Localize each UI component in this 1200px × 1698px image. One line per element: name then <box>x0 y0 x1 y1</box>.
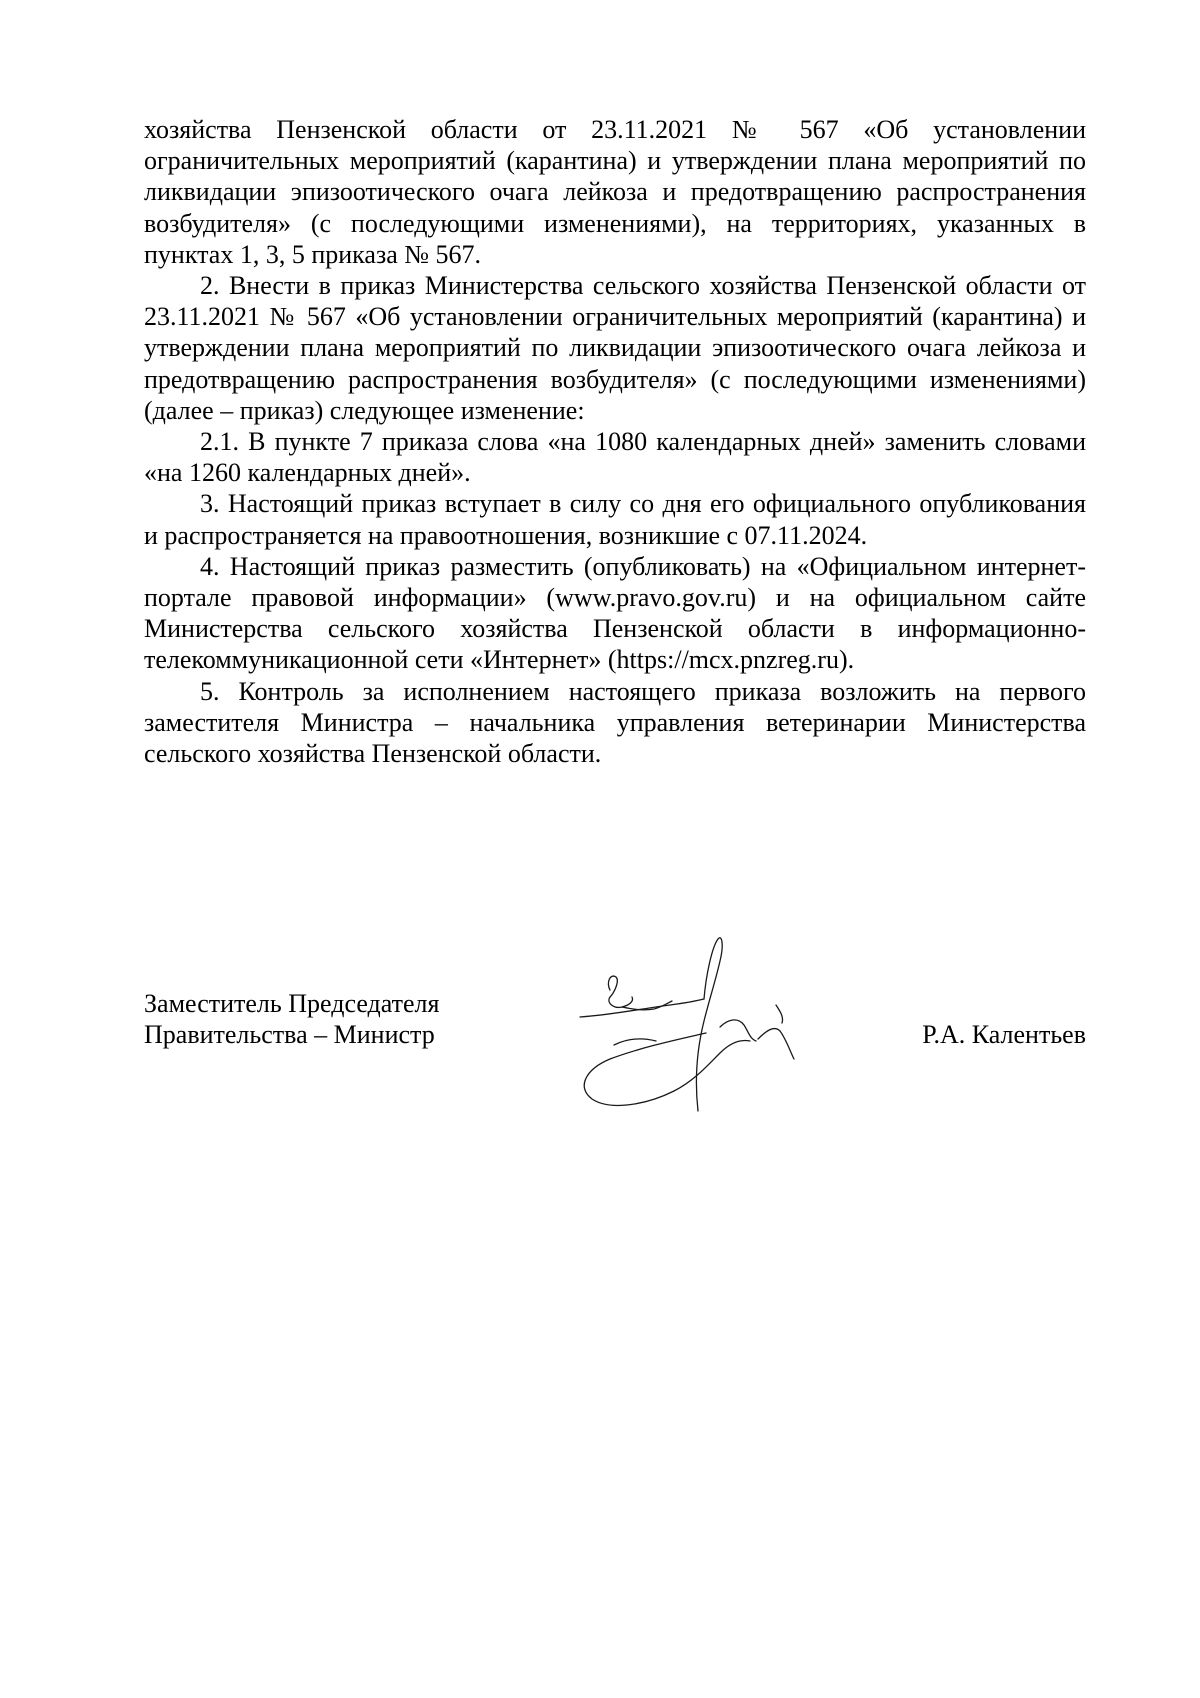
paragraph-item-2-1: 2.1. В пункте 7 приказа слова «на 1080 календарных дней» заменить словами «на 1260 календарных дней». <box>144 427 1086 488</box>
paragraph-item-3: 3. Настоящий приказ вступает в силу со дня его официального опубликования и распространяется на правоотношения, возникшие с 07.11.2024. <box>144 489 1086 550</box>
signatory-position-line-1: Заместитель Председателя <box>144 989 440 1018</box>
paragraph-continuation: хозяйства Пензенской области от 23.11.2021 № 567 «Об установлении ограничительных мероприятий (карантина) и утверждении плана мероприятий по ликвидации эпизоотического очага лейкоза и предотвращению распространения возбудителя» (с последующими изменениями), на территориях, указанных в пунктах 1, 3, 5 приказа № 567. <box>144 115 1086 269</box>
signatory-name: Р.А. Калентьев <box>922 1020 1086 1049</box>
signatory-position <box>144 988 439 1050</box>
document-body <box>144 114 1086 769</box>
signatory-position-line-2: Правительства – Министр <box>144 1020 435 1050</box>
paragraph-item-5: 5. Контроль за исполнением настоящего приказа возложить на первого заместителя Министра – начальника управления ветеринарии Министерства сельского хозяйства Пензенской области. <box>144 676 1086 769</box>
paragraph-item-2: 2. Внести в приказ Министерства сельского хозяйства Пензенской области от 23.11.2021 № 567 «Об установлении ограничительных мероприятий (карантина) и утверждении плана мероприятий по ликвидации эпизоотического очага лейкоза и предотвращению распространения возбудителя» (с последующими изменениями) (далее – приказ) следующее изменение: <box>144 271 1086 425</box>
paragraph-item-4: 4. Настоящий приказ разместить (опубликовать) на «Официальном интернет-портале правовой информации» (www.pravo.gov.ru) и на официальном сайте Министерства сельского хозяйства Пензенской области в информационно-телекоммуникационной сети «Интернет» (https://mcx.pnzreg.ru). <box>144 551 1086 675</box>
handwritten-signature-icon <box>570 935 810 1115</box>
